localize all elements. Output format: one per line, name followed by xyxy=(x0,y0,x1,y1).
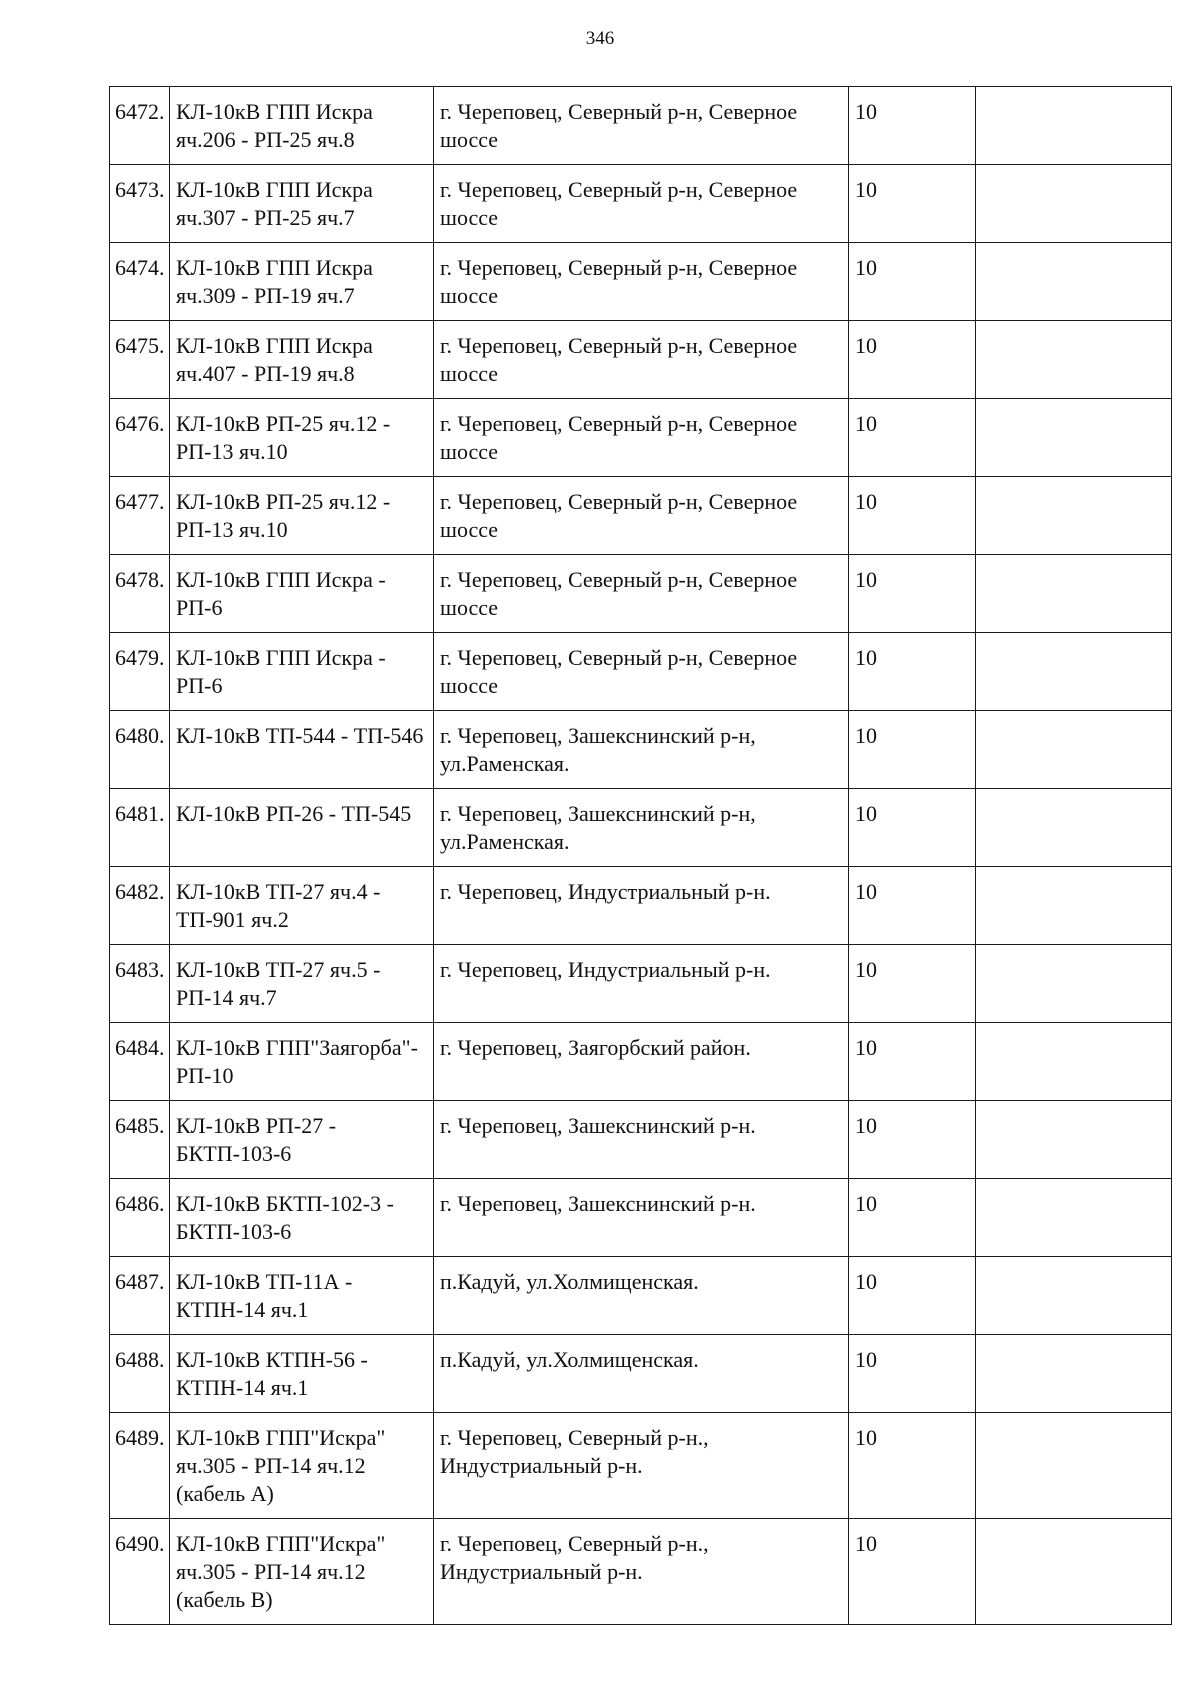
table-row xyxy=(110,243,1172,321)
line-name: КЛ-10кВ ТП-11А - КТПН-14 яч.1 xyxy=(170,1257,434,1335)
extra-cell xyxy=(976,321,1172,399)
row-number: 6490. xyxy=(110,1519,170,1625)
extra-cell xyxy=(976,555,1172,633)
voltage-kv: 10 xyxy=(849,867,976,945)
location-address: п.Кадуй, ул.Холмищенская. xyxy=(434,1335,849,1413)
line-name: КЛ-10кВ КТПН-56 - КТПН-14 яч.1 xyxy=(170,1335,434,1413)
voltage-kv: 10 xyxy=(849,1101,976,1179)
row-number: 6481. xyxy=(110,789,170,867)
location-address: г. Череповец, Заягорбский район. xyxy=(434,1023,849,1101)
line-name: КЛ-10кВ ГПП Искра - РП-6 xyxy=(170,633,434,711)
table-row xyxy=(110,321,1172,399)
row-number: 6476. xyxy=(110,399,170,477)
table-row xyxy=(110,399,1172,477)
voltage-kv: 10 xyxy=(849,477,976,555)
line-name: КЛ-10кВ ГПП Искра яч.307 - РП-25 яч.7 xyxy=(170,165,434,243)
row-number: 6487. xyxy=(110,1257,170,1335)
line-name: КЛ-10кВ ГПП Искра яч.407 - РП-19 яч.8 xyxy=(170,321,434,399)
extra-cell xyxy=(976,633,1172,711)
line-name: КЛ-10кВ ГПП"Искра" яч.305 - РП-14 яч.12 (кабель В) xyxy=(170,1519,434,1625)
location-address: г. Череповец, Индустриальный р-н. xyxy=(434,945,849,1023)
line-name: КЛ-10кВ ГПП"Заягорба"- РП-10 xyxy=(170,1023,434,1101)
location-address: г. Череповец, Северный р-н, Северное шоссе xyxy=(434,165,849,243)
voltage-kv: 10 xyxy=(849,711,976,789)
row-number: 6480. xyxy=(110,711,170,789)
extra-cell xyxy=(976,1335,1172,1413)
voltage-kv: 10 xyxy=(849,1179,976,1257)
row-number: 6479. xyxy=(110,633,170,711)
row-number: 6472. xyxy=(110,87,170,165)
voltage-kv: 10 xyxy=(849,1023,976,1101)
row-number: 6482. xyxy=(110,867,170,945)
row-number: 6475. xyxy=(110,321,170,399)
row-number: 6477. xyxy=(110,477,170,555)
table-row xyxy=(110,1413,1172,1519)
location-address: г. Череповец, Зашекснинский р-н. xyxy=(434,1101,849,1179)
line-name: КЛ-10кВ РП-27 - БКТП-103-6 xyxy=(170,1101,434,1179)
voltage-kv: 10 xyxy=(849,633,976,711)
location-address: г. Череповец, Северный р-н, Северное шоссе xyxy=(434,87,849,165)
table-row xyxy=(110,1257,1172,1335)
line-name: КЛ-10кВ РП-25 яч.12 - РП-13 яч.10 xyxy=(170,477,434,555)
voltage-kv: 10 xyxy=(849,789,976,867)
extra-cell xyxy=(976,789,1172,867)
location-address: п.Кадуй, ул.Холмищенская. xyxy=(434,1257,849,1335)
voltage-kv: 10 xyxy=(849,945,976,1023)
voltage-kv: 10 xyxy=(849,1257,976,1335)
voltage-kv: 10 xyxy=(849,1413,976,1519)
location-address: г. Череповец, Северный р-н, Северное шоссе xyxy=(434,477,849,555)
location-address: г. Череповец, Северный р-н, Северное шоссе xyxy=(434,399,849,477)
row-number: 6473. xyxy=(110,165,170,243)
location-address: г. Череповец, Северный р-н, Северное шоссе xyxy=(434,555,849,633)
row-number: 6488. xyxy=(110,1335,170,1413)
location-address: г. Череповец, Северный р-н, Северное шоссе xyxy=(434,321,849,399)
table-row xyxy=(110,711,1172,789)
voltage-kv: 10 xyxy=(849,243,976,321)
row-number: 6485. xyxy=(110,1101,170,1179)
voltage-kv: 10 xyxy=(849,555,976,633)
location-address: г. Череповец, Северный р-н., Индустриальный р-н. xyxy=(434,1519,849,1625)
voltage-kv: 10 xyxy=(849,87,976,165)
location-address: г. Череповец, Северный р-н., Индустриальный р-н. xyxy=(434,1413,849,1519)
row-number: 6489. xyxy=(110,1413,170,1519)
row-number: 6486. xyxy=(110,1179,170,1257)
location-address: г. Череповец, Зашекснинский р-н, ул.Раменская. xyxy=(434,711,849,789)
table-row xyxy=(110,555,1172,633)
extra-cell xyxy=(976,1179,1172,1257)
table-row xyxy=(110,1179,1172,1257)
table-row xyxy=(110,633,1172,711)
extra-cell xyxy=(976,399,1172,477)
extra-cell xyxy=(976,711,1172,789)
table-row xyxy=(110,945,1172,1023)
table-row xyxy=(110,477,1172,555)
location-address: г. Череповец, Зашекснинский р-н, ул.Раменская. xyxy=(434,789,849,867)
line-name: КЛ-10кВ ТП-27 яч.4 - ТП-901 яч.2 xyxy=(170,867,434,945)
extra-cell xyxy=(976,1023,1172,1101)
line-name: КЛ-10кВ БКТП-102-3 - БКТП-103-6 xyxy=(170,1179,434,1257)
line-name: КЛ-10кВ ГПП Искра - РП-6 xyxy=(170,555,434,633)
extra-cell xyxy=(976,1101,1172,1179)
extra-cell xyxy=(976,165,1172,243)
extra-cell xyxy=(976,1413,1172,1519)
row-number: 6478. xyxy=(110,555,170,633)
line-name: КЛ-10кВ РП-25 яч.12 - РП-13 яч.10 xyxy=(170,399,434,477)
cable-lines-table xyxy=(109,86,1172,1625)
extra-cell xyxy=(976,1257,1172,1335)
voltage-kv: 10 xyxy=(849,399,976,477)
table-row xyxy=(110,867,1172,945)
voltage-kv: 10 xyxy=(849,1335,976,1413)
row-number: 6484. xyxy=(110,1023,170,1101)
table-row xyxy=(110,165,1172,243)
location-address: г. Череповец, Северный р-н, Северное шоссе xyxy=(434,633,849,711)
line-name: КЛ-10кВ ГПП Искра яч.309 - РП-19 яч.7 xyxy=(170,243,434,321)
extra-cell xyxy=(976,243,1172,321)
line-name: КЛ-10кВ ГПП"Искра" яч.305 - РП-14 яч.12 (кабель А) xyxy=(170,1413,434,1519)
extra-cell xyxy=(976,477,1172,555)
voltage-kv: 10 xyxy=(849,321,976,399)
row-number: 6474. xyxy=(110,243,170,321)
line-name: КЛ-10кВ ТП-27 яч.5 - РП-14 яч.7 xyxy=(170,945,434,1023)
location-address: г. Череповец, Зашекснинский р-н. xyxy=(434,1179,849,1257)
row-number: 6483. xyxy=(110,945,170,1023)
table-row xyxy=(110,87,1172,165)
extra-cell xyxy=(976,945,1172,1023)
location-address: г. Череповец, Индустриальный р-н. xyxy=(434,867,849,945)
line-name: КЛ-10кВ РП-26 - ТП-545 xyxy=(170,789,434,867)
table-row xyxy=(110,789,1172,867)
table-body xyxy=(110,87,1172,1625)
voltage-kv: 10 xyxy=(849,1519,976,1625)
voltage-kv: 10 xyxy=(849,165,976,243)
table-row xyxy=(110,1335,1172,1413)
line-name: КЛ-10кВ ТП-544 - ТП-546 xyxy=(170,711,434,789)
extra-cell xyxy=(976,1519,1172,1625)
extra-cell xyxy=(976,87,1172,165)
line-name: КЛ-10кВ ГПП Искра яч.206 - РП-25 яч.8 xyxy=(170,87,434,165)
location-address: г. Череповец, Северный р-н, Северное шоссе xyxy=(434,243,849,321)
page-number: 346 xyxy=(585,28,615,49)
extra-cell xyxy=(976,867,1172,945)
table-row xyxy=(110,1101,1172,1179)
table-row xyxy=(110,1023,1172,1101)
table-row xyxy=(110,1519,1172,1625)
